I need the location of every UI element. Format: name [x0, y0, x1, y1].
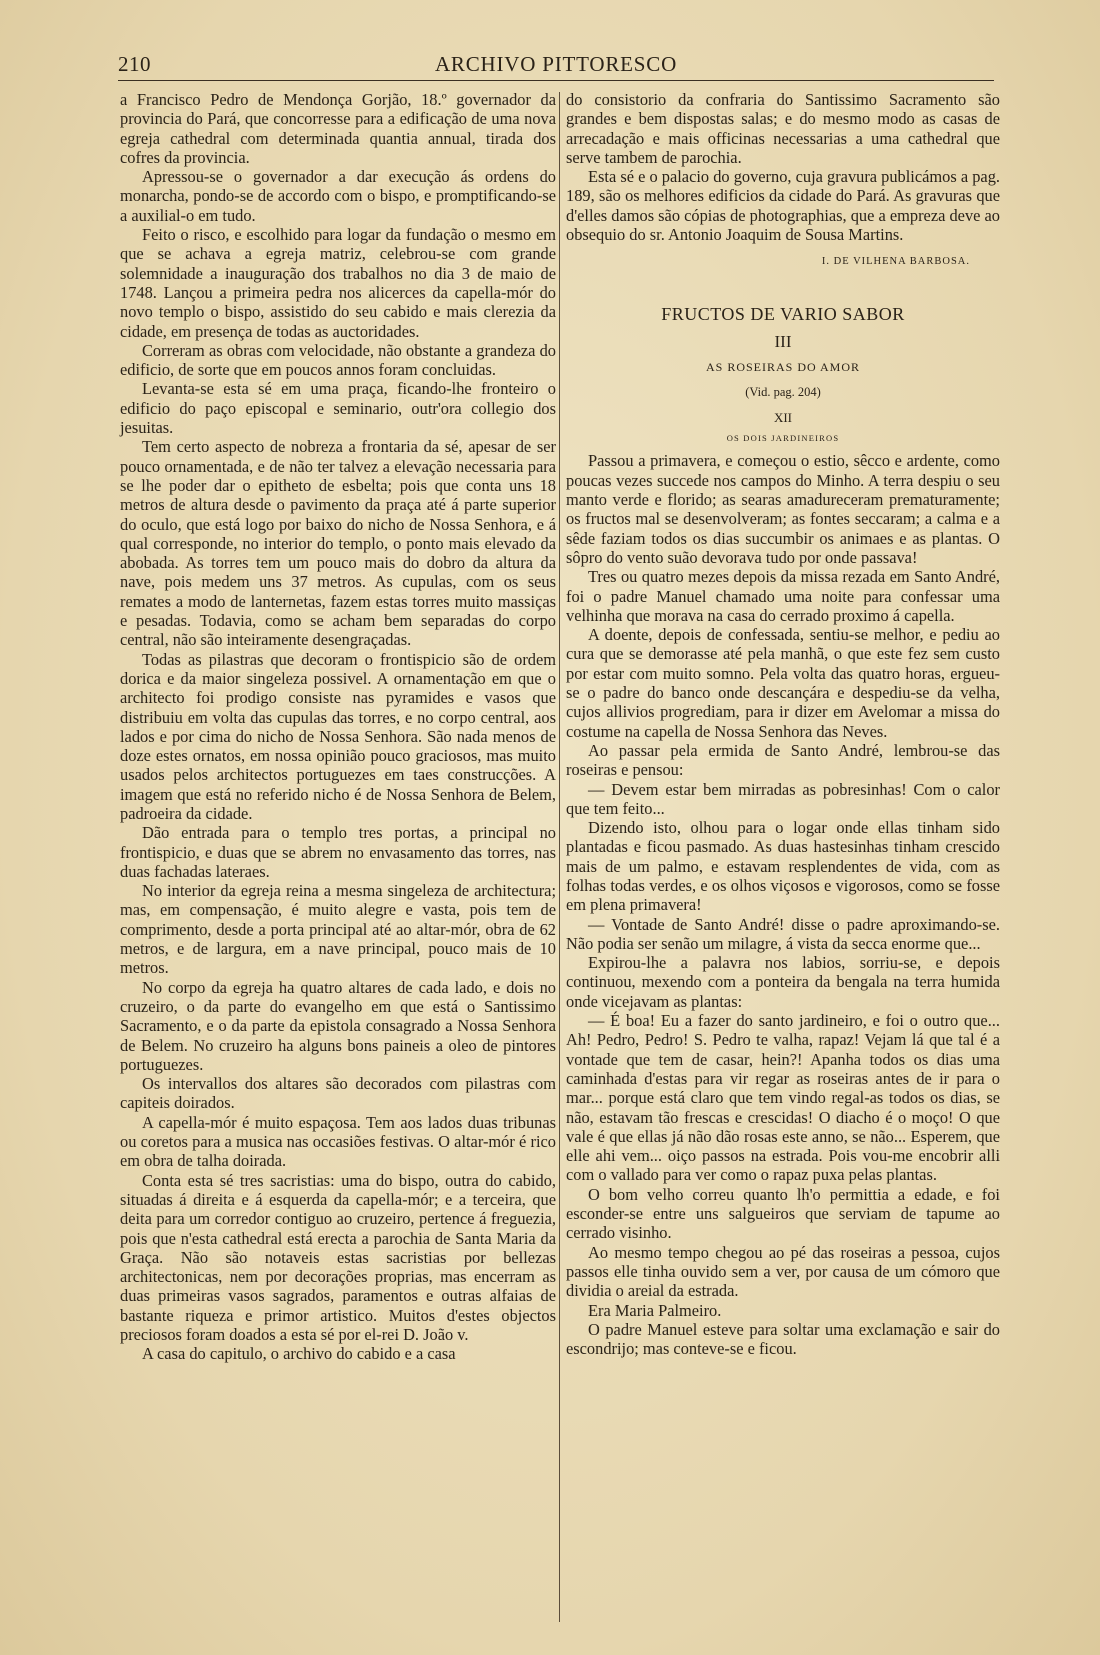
paragraph: A casa do capitulo, o archivo do cabido e a casa	[142, 1344, 456, 1364]
paragraph: Levanta-se esta sé em uma praça, ficando-lhe fronteiro o edificio do paço episcopal e seminario, outr'ora collegio dos jesuitas.	[120, 379, 556, 438]
paragraph: O padre Manuel esteve para soltar uma exclamação e sair do escondrijo; mas conteve-se e ficou.	[566, 1319, 1000, 1359]
paragraph: Correram as obras com velocidade, não obstante a grandeza do edificio, de sorte que em poucos annos foram concluidas.	[120, 340, 556, 380]
paragraph: a Francisco Pedro de Mendonça Gorjão, 18.º governador da provincia do Pará, que concorresse para a edificação de uma nova egreja cathedral com determinada quantia annual, tirada dos cofres da provincia.	[120, 90, 556, 167]
right-column-top-text	[566, 90, 1000, 244]
page-header	[118, 46, 994, 82]
paragraph: Conta esta sé tres sacristias: uma do bispo, outra do cabido, situadas á direita e á esquerda da capella-mór; e a terceira, que deita para um corredor contiguo ao cruzeiro, pertence á freguezia, pois que n'esta cathedral está erecta a parochia de Santa Maria da Graça. Não são notaveis estas sacristias por bellezas architectonicas, nem por decorações proprias, mas encerram as duas primeiras vasos sagrados, paramentos e outras alfaias de bastante riqueza e primor artistico. Muitos d'estes objectos preciosos foram doados a esta sé por el-rei D. João v.	[120, 1170, 556, 1344]
paragraph: Passou a primavera, e começou o estio, sêcco e ardente, como poucas vezes succede nos campos do Minho. A terra despiu o seu manto verde e florido; as searas amadureceram prematuramente; os fructos mal se desenvolveram; as fontes seccaram; a calma e a sêde faziam todos os dias succumbir os animaes e as plantas. O sôpro do vento suão devorava tudo por onde passava!	[566, 451, 1000, 567]
paragraph: — Vontade de Santo André! disse o padre aproximando-se. Não podia ser senão um milagre, á vista da secca enorme que...	[566, 914, 1000, 953]
section-title: FRUCTOS DE VARIO SABOR	[661, 303, 905, 324]
paragraph: A capella-mór é muito espaçosa. Tem aos lados duas tribunas ou coretos para a musica nas occasiões festivas. O altar-mór é rico em obra de talha doirada.	[120, 1112, 556, 1171]
paragraph: Apressou-se o governador a dar execução ás ordens do monarcha, pondo-se de accordo com o bispo, e promptificando-se a auxilial-o em tudo.	[120, 167, 556, 225]
paragraph: — Devem estar bem mirradas as pobresinhas! Com o calor que tem feito...	[566, 779, 1000, 818]
paragraph: Tem certo aspecto de nobreza a frontaria da sé, apesar de ser pouco ornamentada, e de não ter talvez a elevação necessaria para se lhe poder dar o epitheto de esbelta; pois que conta uns 18 metros de altura desde o pavimento da praça até á parte superior do oculo, que está logo por baixo do nicho de Nossa Senhora, e á qual corresponde, no interior do templo, o ponto mais elevado da abobada. As torres tem um pouco mais do dobro da altura da nave, pois medem uns 37 metros. As cupulas, com os seus remates a modo de lanternetas, fazem estas torres muito massiças e pesadas. Todavia, como se acham bem separadas do corpo central, não são inteiramente desengraçadas.	[120, 437, 556, 650]
paragraph: Feito o risco, e escolhido para logar da fundação o mesmo em que se achava a egreja matriz, celebrou-se com grande solemnidade a inauguração dos trabalhos no dia 3 de maio de 1748. Lançou a primeira pedra nos alicerces da capella-mór do novo templo o bispo, assistido do seu cabido e mais clerezia da cidade, em presença de todas as auctoridades.	[120, 225, 556, 341]
column-divider	[559, 92, 560, 1622]
paragraph: Esta sé e o palacio do governo, cuja gravura publicámos a pag. 189, são os melhores edificios da cidade do Pará. As gravuras que d'elles damos são cópias de photographias, que a empreza deve ao obsequio do sr. Antonio Joaquim de Sousa Martins.	[566, 167, 1000, 245]
right-column-story-text	[566, 451, 1000, 1358]
paragraph: — É boa! Eu a fazer do santo jardineiro, e foi o outro que... Ah! Pedro, Pedro! S. Pedro te valha, rapaz! Vejam lá que tal é a vontade que tem de casar, hein?! Apanha todos os dias uma caminhada d'estas para vir regar as roseiras antes de ir para o mar... porque está claro que tem vindo regal-as todos os dias, se não, estavam tão frescas e crescidas! O diacho é o moço! O que vale é que ellas já não dão rosas este anno, se não... Esperem, que elle ahi vem... oiço passos na estrada. Pois vou-me encobrir alli com o vallado para ver como o rapaz puxa pelas plantas.	[566, 1011, 1000, 1185]
page-number: 210	[118, 52, 151, 76]
paragraph: Ao mesmo tempo chegou ao pé das roseiras a pessoa, cujos passos elle tinha ouvido sem a ver, por causa de um cómoro que dividia o areial da estrada.	[566, 1242, 1000, 1301]
paragraph: Tres ou quatro mezes depois da missa rezada em Santo André, foi o padre Manuel chamado uma noite para confessar uma velhinha que morava na casa do cerrado proximo á capella.	[566, 567, 1000, 625]
chapter-title: OS DOIS JARDINEIROS	[726, 433, 840, 444]
paragraph: Dizendo isto, olhou para o logar onde ellas tinham sido plantadas e ficou pasmado. As duas hastesinhas tinham crescido mais de um palmo, e estavam resplendentes de vida, com as folhas todas verdes, e os olhos viçosos e vigorosos, como se fosse em plena primavera!	[566, 818, 1000, 915]
section-subtitle: AS ROSEIRAS DO AMOR	[705, 360, 861, 375]
paragraph: Todas as pilastras que decoram o frontispicio são de ordem dorica e da maior singeleza possivel. A ornamentação em que o architecto foi prodigo consiste nas pyramides e vasos que distribuiu em volta das cupulas das torres, e no corpo central, aos lados e por cima do nicho de Nossa Senhora. São nada menos de doze estes ornatos, em nossa opinião pouco graciosos, mas muito usados pelos architectos portuguezes em taes construcções. A imagem que está no referido nicho é de Nossa Senhora de Belem, padroeira da cidade.	[120, 649, 556, 823]
section-reference: (Vid. pag. 204)	[745, 384, 821, 399]
paragraph: Ao passar pela ermida de Santo André, lembrou-se das roseiras e pensou:	[566, 740, 1000, 780]
paragraph: Os intervallos dos altares são decorados com pilastras com capiteis doirados.	[120, 1074, 556, 1113]
paragraph: Dão entrada para o templo tres portas, a principal no frontispicio, e duas que se abrem no envasamento das torres, nas duas fachadas lateraes.	[120, 823, 556, 881]
running-title: ARCHIVO PITTORESCO	[434, 52, 678, 76]
paragraph: No interior da egreja reina a mesma singeleza de architectura; mas, em compensação, é muito alegre e vasta, pois tem de comprimento, desde a porta principal até ao altar-mór, obra de 62 metros, e de largura, em a nave principal, pouco mais de 10 metros.	[120, 881, 556, 978]
paragraph: A doente, depois de confessada, sentiu-se melhor, e pediu ao cura que se demorasse até pela manhã, o que este fez sem custo por estar com muito somno. Pela volta das quatro horas, ergueu-se o padre do banco onde descançára e despediu-se da velha, cujos allivios progrediam, para ir dizer em Avelomar a missa do costume na capella de Nossa Senhora das Neves.	[566, 625, 1000, 741]
section-number: III	[774, 331, 792, 351]
paragraph: Expirou-lhe a palavra nos labios, sorriu-se, e depois continuou, mexendo com a ponteira da bengala na terra humida onde vicejavam as plantas:	[566, 953, 1000, 1011]
left-column	[120, 90, 556, 1364]
header-rule	[118, 80, 994, 81]
right-column	[566, 90, 1000, 1358]
chapter-number: XII	[773, 409, 793, 425]
paragraph: O bom velho correu quanto lh'o permittia a edade, e foi esconder-se entre uns salgueiros que serviam de tapume ao cerrado visinho.	[566, 1184, 1000, 1243]
author-signature: I. DE VILHENA BARBOSA.	[821, 256, 970, 268]
paragraph: do consistorio da confraria do Santissimo Sacramento são grandes e bem dispostas salas; e do mesmo modo as casas de arrecadação e mais officinas necessarias a uma cathedral que serve tambem de parochia.	[566, 90, 1000, 167]
paragraph: Era Maria Palmeiro.	[588, 1300, 722, 1320]
paragraph: No corpo da egreja ha quatro altares de cada lado, e dois no cruzeiro, o da parte do evangelho em que está o Santissimo Sacramento, e o da parte da epistola consagrado a Nossa Senhora de Belem. No cruzeiro ha alguns bons paineis a oleo de pintores portuguezes.	[120, 977, 556, 1074]
